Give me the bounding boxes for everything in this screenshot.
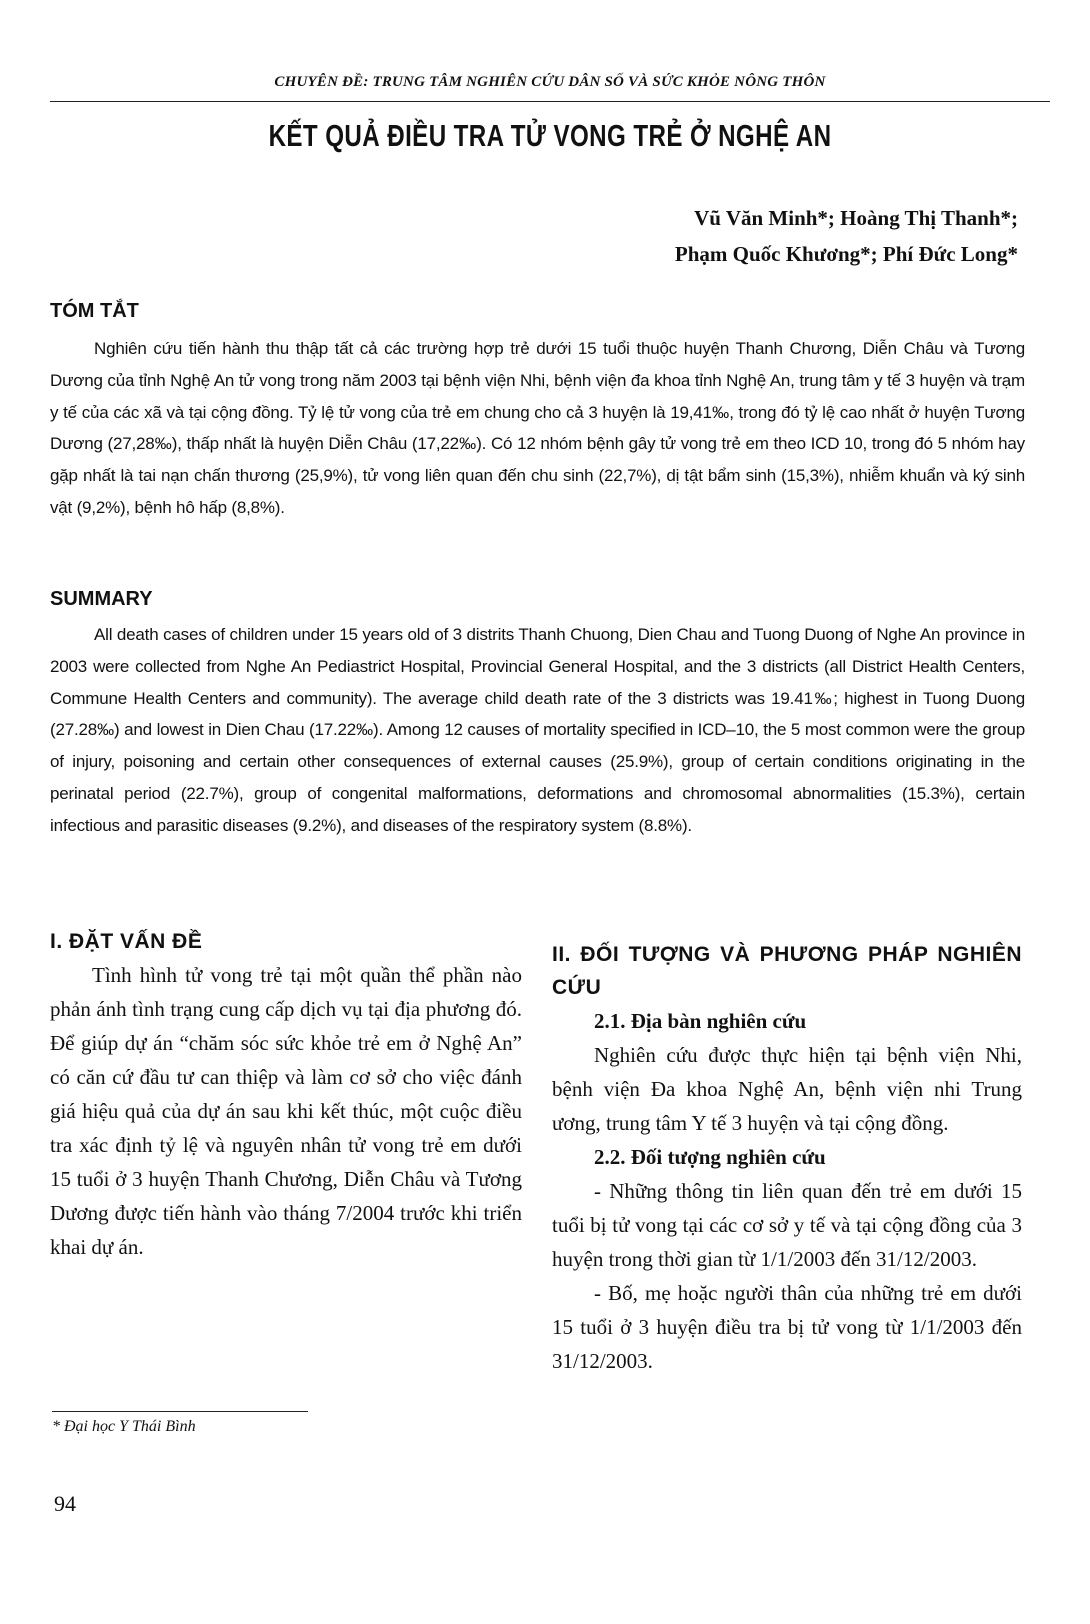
subsection-2-1-text: Nghiên cứu được thực hiện tại bệnh viện Nhi, bệnh viện Đa khoa Nghệ An, bệnh viện nhi Trung ương, trung tâm Y tế 3 huyện và tại cộng đồng. [552,1043,1022,1135]
authors-line-1: Vũ Văn Minh*; Hoàng Thị Thanh*; [694,206,1018,230]
footnote: * Đại học Y Thái Bình [52,1418,196,1435]
tom-tat-text: Nghiên cứu tiến hành thu thập tất cả các trường hợp trẻ dưới 15 tuổi thuộc huyện Thanh Chương, Diễn Châu và Tương Dương của tỉnh Nghệ An tử vong trong năm 2003 tại bệnh viện Nhi, bệnh viện đa khoa tỉnh Nghệ An, trung tâm y tế 3 huyện và trạm y tế của các xã và tại cộng đồng. Tỷ lệ tử vong của trẻ em chung cho cả 3 huyện là 19,41‰, trong đó tỷ lệ cao nhất ở huyện Tương Dương (27,28‰), thấp nhất là huyện Diễn Châu (17,22‰). Có 12 nhóm bệnh gây tử vong trẻ em theo ICD 10, trong đó 5 nhóm hay gặp nhất là tai nạn chấn thương (25,9%), tử vong liên quan đến chu sinh (22,7%), dị tật bẩm sinh (15,3%), nhiễm khuẩn và ký sinh vật (9,2%), bệnh hô hấp (8,8%). [50,339,1025,517]
subsection-2-2-item-1: - Những thông tin liên quan đến trẻ em dưới 15 tuổi bị tử vong tại các cơ sở y tế và tại cộng đồng của 3 huyện trong thời gian từ 1/1/2003 đến 31/12/2003. [552,1179,1022,1271]
section1-column [50,925,522,1264]
authors-line-2: Phạm Quốc Khương*; Phí Đức Long* [674,242,1018,266]
subsection-2-2-heading: 2.2. Đối tượng nghiên cứu [594,1145,826,1169]
summary-text: All death cases of children under 15 years old of 3 distrits Thanh Chuong, Dien Chau and Tuong Duong of Nghe An province in 2003 were collected from Nghe An Pediastrict Hospital, Provincial General Hospital, and the 3 districts (all District Health Centers, Commune Health Centers and community). The average child death rate of the 3 districts was 19.41‰; highest in Tuong Duong (27.28‰) and lowest in Dien Chau (17.22‰). Among 12 causes of mortality specified in ICD–10, the 5 most common were the group of injury, poisoning and certain other consequences of external causes (25.9%), group of certain conditions originating in the perinatal period (22.7%), group of congenital malformations, deformations and chromosomal abnormalities (15.3%), certain infectious and parasitic diseases (9.2%), and diseases of the respiratory system (8.8%). [50,625,1025,835]
section2-heading: II. ĐỐI TƯỢNG VÀ PHƯƠNG PHÁP NGHIÊN CỨU [552,943,1022,999]
journal-header: CHUYÊN ĐỀ: TRUNG TÂM NGHIÊN CỨU DÂN SỐ VÀ SỨC KHỎE NÔNG THÔN [274,74,826,90]
summary-heading: SUMMARY [50,588,153,610]
footnote-rule [52,1411,308,1412]
section1-heading: I. ĐẶT VẤN ĐỀ [50,930,203,953]
article-title: KẾT QUẢ ĐIỀU TRA TỬ VONG TRẺ Ở NGHỆ AN [268,118,832,153]
section1-text: Tình hình tử vong trẻ tại một quần thể phần nào phản ánh tình trạng cung cấp dịch vụ tại địa phương đó. Để giúp dự án “chăm sóc sức khỏe trẻ em ở Nghệ An” có căn cứ đầu tư can thiệp và làm cơ sở cho việc đánh giá hiệu quả của dự án sau khi kết thúc, một cuộc điều tra xác định tỷ lệ và nguyên nhân tử vong trẻ em dưới 15 tuổi ở 3 huyện Thanh Chương, Diễn Châu và Tương Dương được tiến hành vào tháng 7/2004 trước khi triển khai dự án. [50,963,522,1259]
header-rule [50,101,1050,102]
subsection-2-2-item-2: - Bố, mẹ hoặc người thân của những trẻ em dưới 15 tuổi ở 3 huyện điều tra bị tử vong từ 1/1/2003 đến 31/12/2003. [552,1281,1022,1373]
section2-column [552,938,1022,1378]
tom-tat-heading: TÓM TẮT [50,300,139,322]
subsection-2-1-heading: 2.1. Địa bàn nghiên cứu [594,1009,807,1033]
authors [675,200,1018,272]
page-number: 94 [54,1491,76,1516]
